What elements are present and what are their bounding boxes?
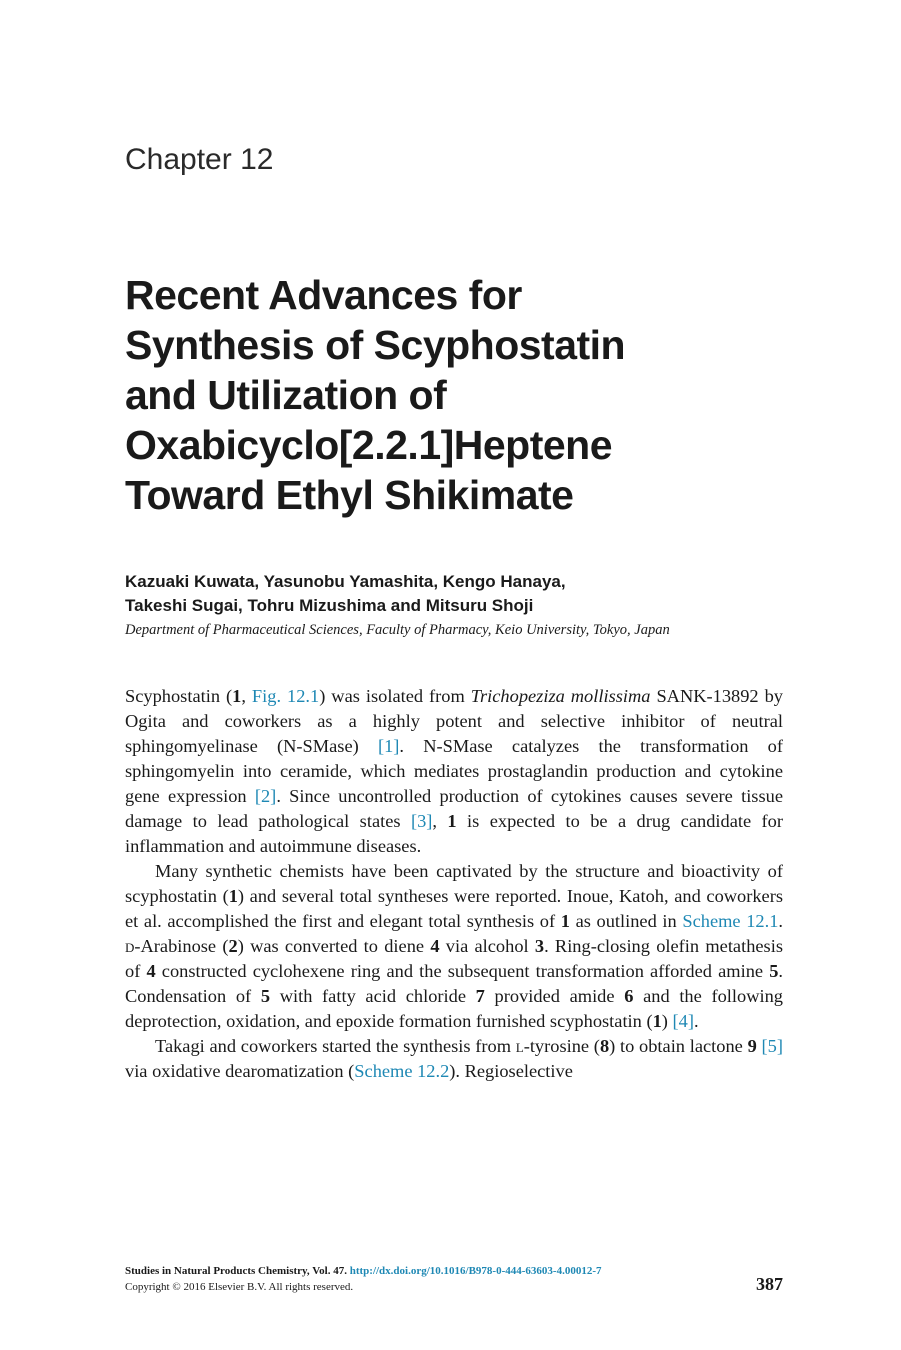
compound-number: 6 bbox=[624, 986, 634, 1006]
text: ) was converted to diene bbox=[237, 936, 431, 956]
chapter-label: Chapter 12 bbox=[125, 143, 274, 176]
text: ) to obtain lactone bbox=[609, 1036, 748, 1056]
compound-number: 8 bbox=[599, 1036, 610, 1056]
text: constructed cyclohexene ring and the subsequent transformation afforded amine bbox=[155, 961, 770, 981]
title-line: Toward Ethyl Shikimate bbox=[125, 472, 574, 518]
title-line: and Utilization of bbox=[125, 372, 447, 418]
footer bbox=[125, 1263, 725, 1295]
figure-link[interactable]: Fig. 12.1 bbox=[251, 686, 320, 706]
text: Scyphostatin ( bbox=[125, 686, 233, 706]
affiliation: Department of Pharmaceutical Sciences, Faculty of Pharmacy, Keio University, Tokyo, Japan bbox=[125, 622, 670, 638]
chapter-title bbox=[125, 270, 825, 520]
author-line: Kazuaki Kuwata, Yasunobu Yamashita, Kengo Hanaya, bbox=[125, 572, 566, 591]
compound-number: 1 bbox=[652, 1011, 662, 1031]
scheme-link[interactable]: Scheme 12.1 bbox=[682, 911, 779, 931]
text: . N-SMase catalyzes the transformation of sphingomyelin into ceramide, which mediates prostaglandin production and cytokine gene expression bbox=[125, 736, 783, 806]
copyright-notice: Copyright © 2016 Elsevier B.V. All rights reserved. bbox=[125, 1281, 354, 1293]
doi-link[interactable]: http://dx.doi.org/10.1016/B978-0-444-63603-4.00012-7 bbox=[349, 1265, 602, 1277]
text: . Condensation of bbox=[125, 961, 783, 1006]
text: via oxidative dearomatization ( bbox=[125, 1061, 355, 1081]
text: -tyrosine ( bbox=[523, 1036, 600, 1056]
compound-number: 5 bbox=[769, 961, 779, 981]
text: . bbox=[778, 911, 783, 931]
citation-link[interactable]: [3] bbox=[410, 811, 433, 831]
paragraph-3 bbox=[125, 1034, 783, 1084]
author-line: Takeshi Sugai, Tohru Mizushima and Mitsuru Shoji bbox=[125, 596, 534, 615]
author-list bbox=[125, 570, 825, 618]
scheme-link[interactable]: Scheme 12.2 bbox=[354, 1061, 450, 1081]
footer-citation-line bbox=[125, 1263, 725, 1279]
stereo-prefix: l bbox=[515, 1036, 524, 1056]
citation-link[interactable]: [4] bbox=[672, 1011, 694, 1031]
title-line: Recent Advances for bbox=[125, 272, 522, 318]
compound-number: 9 bbox=[747, 1036, 757, 1056]
page-number: 387 bbox=[756, 1274, 783, 1294]
text: via alcohol bbox=[439, 936, 535, 956]
compound-number: 4 bbox=[146, 961, 156, 981]
compound-number: 1 bbox=[447, 811, 457, 831]
text: as outlined in bbox=[569, 911, 683, 931]
text: provided amide bbox=[484, 986, 625, 1006]
text: ) was isolated from bbox=[319, 686, 471, 706]
text: ). Regioselective bbox=[449, 1061, 573, 1081]
text: SANK-13892 by Ogita and coworkers as a highly potent and selective inhibitor of neutral sphingomyelinase (N-SMase) bbox=[125, 686, 783, 756]
compound-number: 5 bbox=[260, 986, 271, 1006]
text: and the following deprotection, oxidation, and epoxide formation furnished scyphostatin ( bbox=[125, 986, 783, 1031]
paragraph-1 bbox=[125, 684, 783, 859]
stereo-prefix: d bbox=[125, 936, 135, 956]
text: is expected to be a drug candidate for inflammation and autoimmune diseases. bbox=[125, 811, 783, 856]
paragraph-2 bbox=[125, 859, 783, 1034]
compound-number: 2 bbox=[228, 936, 238, 956]
citation-link[interactable]: [5] bbox=[761, 1036, 783, 1056]
text: -Arabinose ( bbox=[134, 936, 229, 956]
text: . Ring-closing olefin metathesis of bbox=[125, 936, 783, 981]
text: with fatty acid chloride bbox=[270, 986, 476, 1006]
journal-name: Studies in Natural Products Chemistry, Vol. 47. bbox=[125, 1265, 347, 1277]
title-line: Oxabicyclo[2.2.1]Heptene bbox=[125, 422, 613, 468]
compound-number: 1 bbox=[228, 886, 238, 906]
species-name: Trichopeziza mollissima bbox=[470, 686, 651, 706]
text: ) bbox=[661, 1011, 673, 1031]
text: . Since uncontrolled production of cytokines causes severe tissue damage to lead pathological states bbox=[125, 786, 783, 831]
citation-link[interactable]: [1] bbox=[377, 736, 400, 756]
title-line: Synthesis of Scyphostatin bbox=[125, 322, 626, 368]
compound-number: 4 bbox=[430, 936, 440, 956]
compound-number: 3 bbox=[534, 936, 545, 956]
text: , bbox=[241, 686, 252, 706]
text: Many synthetic chemists have been captivated by the structure and bioactivity of scyphostatin ( bbox=[125, 861, 783, 906]
body-text bbox=[125, 684, 783, 1084]
compound-number: 1 bbox=[232, 686, 242, 706]
citation-link[interactable]: [2] bbox=[254, 786, 277, 806]
text: , bbox=[432, 811, 448, 831]
compound-number: 1 bbox=[560, 911, 570, 931]
text: Takagi and coworkers started the synthesis from bbox=[155, 1036, 516, 1056]
text: ) and several total syntheses were reported. Inoue, Katoh, and coworkers et al. accomplished the first and elegant total synthesis of bbox=[125, 886, 784, 931]
text: . bbox=[693, 1011, 699, 1031]
compound-number: 7 bbox=[475, 986, 485, 1006]
